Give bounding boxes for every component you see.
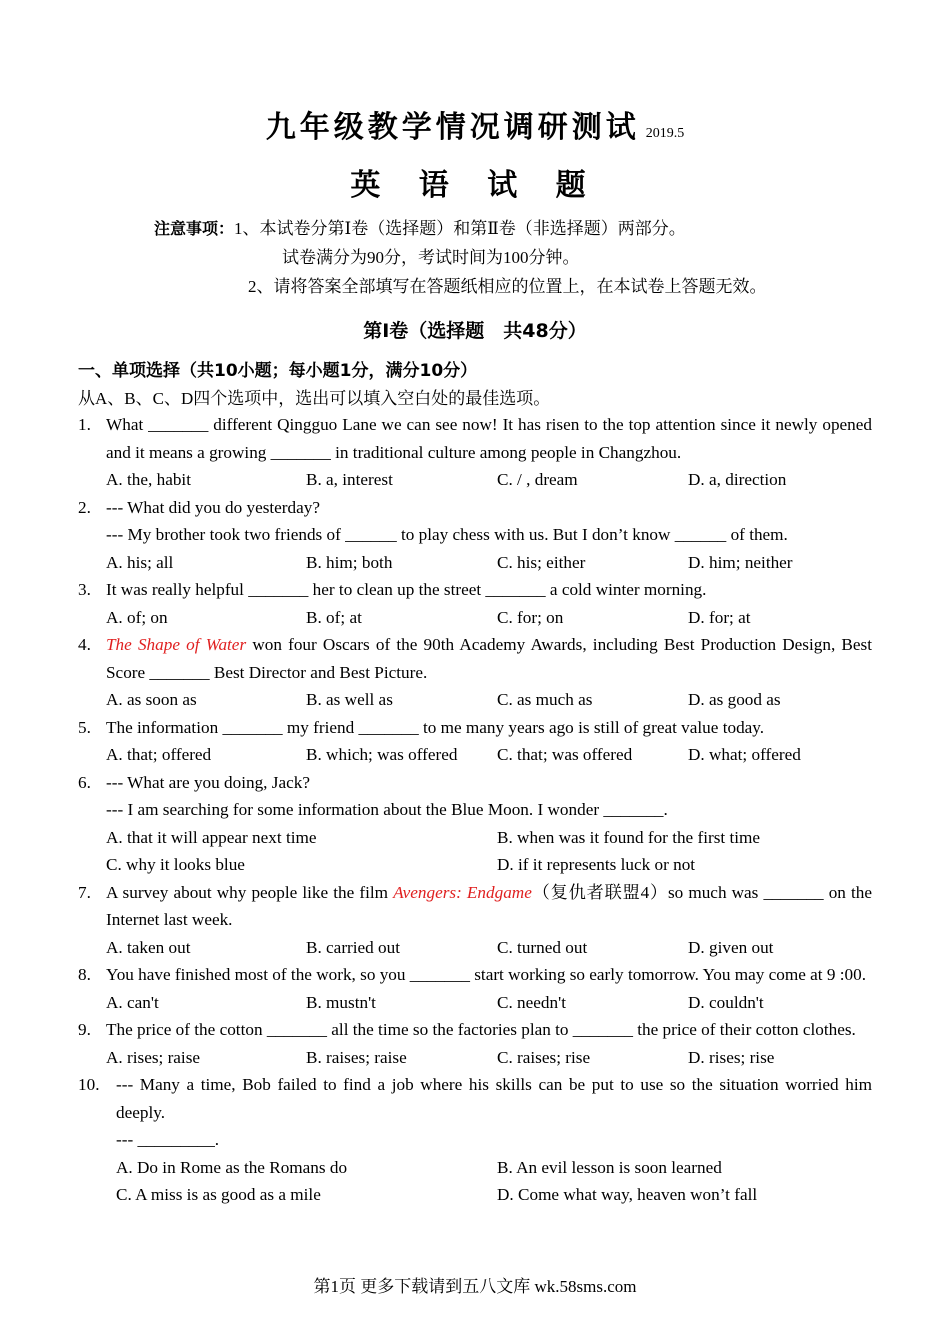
question-text: --- What did you do yesterday?: [106, 497, 320, 517]
question-item: [78, 769, 872, 879]
question-text: --- _________.: [116, 1130, 220, 1149]
answer-option: B. An evil lesson is soon learned: [497, 1157, 722, 1177]
question-item: [78, 576, 872, 631]
answer-option: A. as soon as: [106, 690, 197, 709]
question-text: It was really helpful _______ her to clean up the street _______ a cold winter morning.: [106, 580, 707, 599]
answer-option: C. turned out: [497, 937, 588, 957]
question-text: The price of the cotton _______ all the time so the factories plan to _______ the price of their cotton clothes.: [106, 1020, 856, 1039]
option-row: [106, 851, 872, 879]
part-instruction: 从A、B、C、D四个选项中，选出可以填入空白处的最佳选项。: [78, 389, 551, 408]
question-text: You have finished most of the work, so you _______ start working so early tomorrow. You may come at 9 :00.: [106, 965, 866, 984]
question-item: [78, 411, 872, 494]
question-item: [78, 961, 872, 1016]
answer-option: B. carried out: [306, 937, 401, 957]
answer-option: A. that it will appear next time: [106, 827, 317, 847]
question-text-part: A survey about why people like the film: [106, 882, 394, 902]
question-number: 3.: [78, 580, 91, 599]
option-row: [106, 989, 872, 1017]
option-row: [106, 686, 872, 714]
answer-option: C. that; was offered: [497, 745, 633, 764]
answer-option: B. which; was offered: [306, 745, 458, 764]
option-row: [106, 824, 872, 852]
question-text: The information _______ my friend _______ to me many years ago is still of great value today.: [106, 717, 765, 737]
exam-notes: [154, 214, 767, 301]
answer-option: D. him; neither: [688, 552, 793, 572]
exam-subject-title: 英 语 试 题: [350, 168, 600, 203]
question-text: --- Many a time, Bob failed to find a job where his skills can be put to use so the situation worried him deeply.: [116, 1075, 872, 1122]
question-number: 4.: [78, 635, 91, 654]
question-number: 9.: [78, 1020, 91, 1039]
option-row: [106, 549, 872, 577]
answer-option: B. as well as: [306, 690, 393, 709]
option-row: [106, 466, 872, 494]
question-number: 5.: [78, 717, 91, 737]
question-item: [78, 879, 872, 962]
page-footer: 第1页 更多下载请到五八文库 wk.58sms.com: [313, 1277, 637, 1296]
answer-option: B. of; at: [306, 607, 362, 627]
question-item: [78, 1071, 872, 1209]
question-item: [78, 494, 872, 577]
question-item: [78, 1016, 872, 1071]
question-text: [106, 879, 872, 934]
option-row: [106, 741, 872, 769]
answer-option: A. rises; raise: [106, 1047, 201, 1067]
answer-option: B. a, interest: [306, 470, 393, 489]
answer-option: D. if it represents luck or not: [497, 855, 696, 874]
option-row: [106, 1044, 872, 1072]
answer-option: D. as good as: [688, 690, 781, 709]
question-number: 1.: [78, 415, 91, 434]
part-title: 一、单项选择（共10小题；每小题1分，满分10分）: [78, 361, 478, 381]
answer-option: B. raises; raise: [306, 1047, 407, 1067]
option-row: [106, 934, 872, 962]
answer-option: B. mustn't: [306, 992, 376, 1012]
answer-option: C. needn't: [497, 992, 566, 1012]
answer-option: A. of; on: [106, 607, 168, 627]
film-title: Avengers: Endgame: [393, 882, 532, 902]
notes-line-1: 1、本试卷分第Ⅰ卷（选择题）和第Ⅱ卷（非选择题）两部分。: [234, 219, 686, 238]
answer-option: C. why it looks blue: [106, 855, 245, 874]
exam-date: 2019.5: [645, 126, 685, 141]
section-title: 第Ⅰ卷（选择题 共48分）: [363, 320, 587, 342]
question-text-part: （复仇者联盟4）so much was _______ on the Internet last week.: [106, 882, 872, 929]
notes-label: 注意事项：: [154, 219, 235, 238]
question-number: 10.: [78, 1075, 100, 1094]
question-text-part: won four Oscars of the 90th Academy Awards, including Best Production Design, Best Score _______ Best Director and Best Picture.: [106, 635, 872, 682]
answer-option: D. rises; rise: [688, 1047, 775, 1067]
question-number: 7.: [78, 882, 91, 902]
answer-option: D. couldn't: [688, 992, 764, 1012]
answer-option: B. him; both: [306, 552, 393, 572]
exam-title: 九年级教学情况调研测试: [265, 110, 640, 145]
answer-option: D. Come what way, heaven won’t fall: [497, 1185, 758, 1204]
answer-option: C. raises; rise: [497, 1047, 591, 1067]
answer-option: C. A miss is as good as a mile: [116, 1185, 321, 1204]
answer-option: A. his; all: [106, 552, 174, 572]
answer-option: C. / , dream: [497, 470, 578, 489]
answer-option: A. the, habit: [106, 470, 191, 489]
question-number: 6.: [78, 772, 91, 792]
question-text: [106, 631, 872, 686]
answer-option: A. taken out: [106, 937, 191, 957]
question-list: [78, 411, 872, 1209]
answer-option: A. that; offered: [106, 745, 212, 764]
answer-option: B. when was it found for the first time: [497, 827, 761, 847]
film-title: The Shape of Water: [106, 635, 247, 654]
question-number: 8.: [78, 965, 91, 984]
option-row: [116, 1154, 872, 1182]
exam-title-row: [0, 102, 950, 146]
question-item: [78, 714, 872, 769]
answer-option: C. for; on: [497, 607, 564, 627]
answer-option: D. for; at: [688, 607, 751, 627]
question-text: --- I am searching for some information about the Blue Moon. I wonder _______.: [106, 800, 668, 819]
answer-option: D. a, direction: [688, 470, 787, 489]
option-row: [116, 1181, 872, 1209]
answer-option: A. Do in Rome as the Romans do: [116, 1157, 348, 1177]
answer-option: D. given out: [688, 937, 774, 957]
answer-option: C. as much as: [497, 690, 593, 709]
notes-line-2: 试卷满分为90分，考试时间为100分钟。: [282, 248, 580, 267]
question-text: What _______ different Qingguo Lane we can see now! It has risen to the top attention since it newly opened and it means a growing _______ in traditional culture among people in Changzhou.: [106, 415, 872, 462]
question-number: 2.: [78, 497, 91, 517]
notes-line-3: 2、请将答案全部填写在答题纸相应的位置上，在本试卷上答题无效。: [248, 277, 767, 296]
question-text: --- My brother took two friends of ______ to play chess with us. But I don’t know ______ of them.: [106, 525, 788, 544]
question-text: --- What are you doing, Jack?: [106, 772, 310, 792]
answer-option: A. can't: [106, 992, 159, 1012]
answer-option: D. what; offered: [688, 745, 801, 764]
answer-option: C. his; either: [497, 552, 586, 572]
question-item: [78, 631, 872, 714]
option-row: [106, 604, 872, 632]
